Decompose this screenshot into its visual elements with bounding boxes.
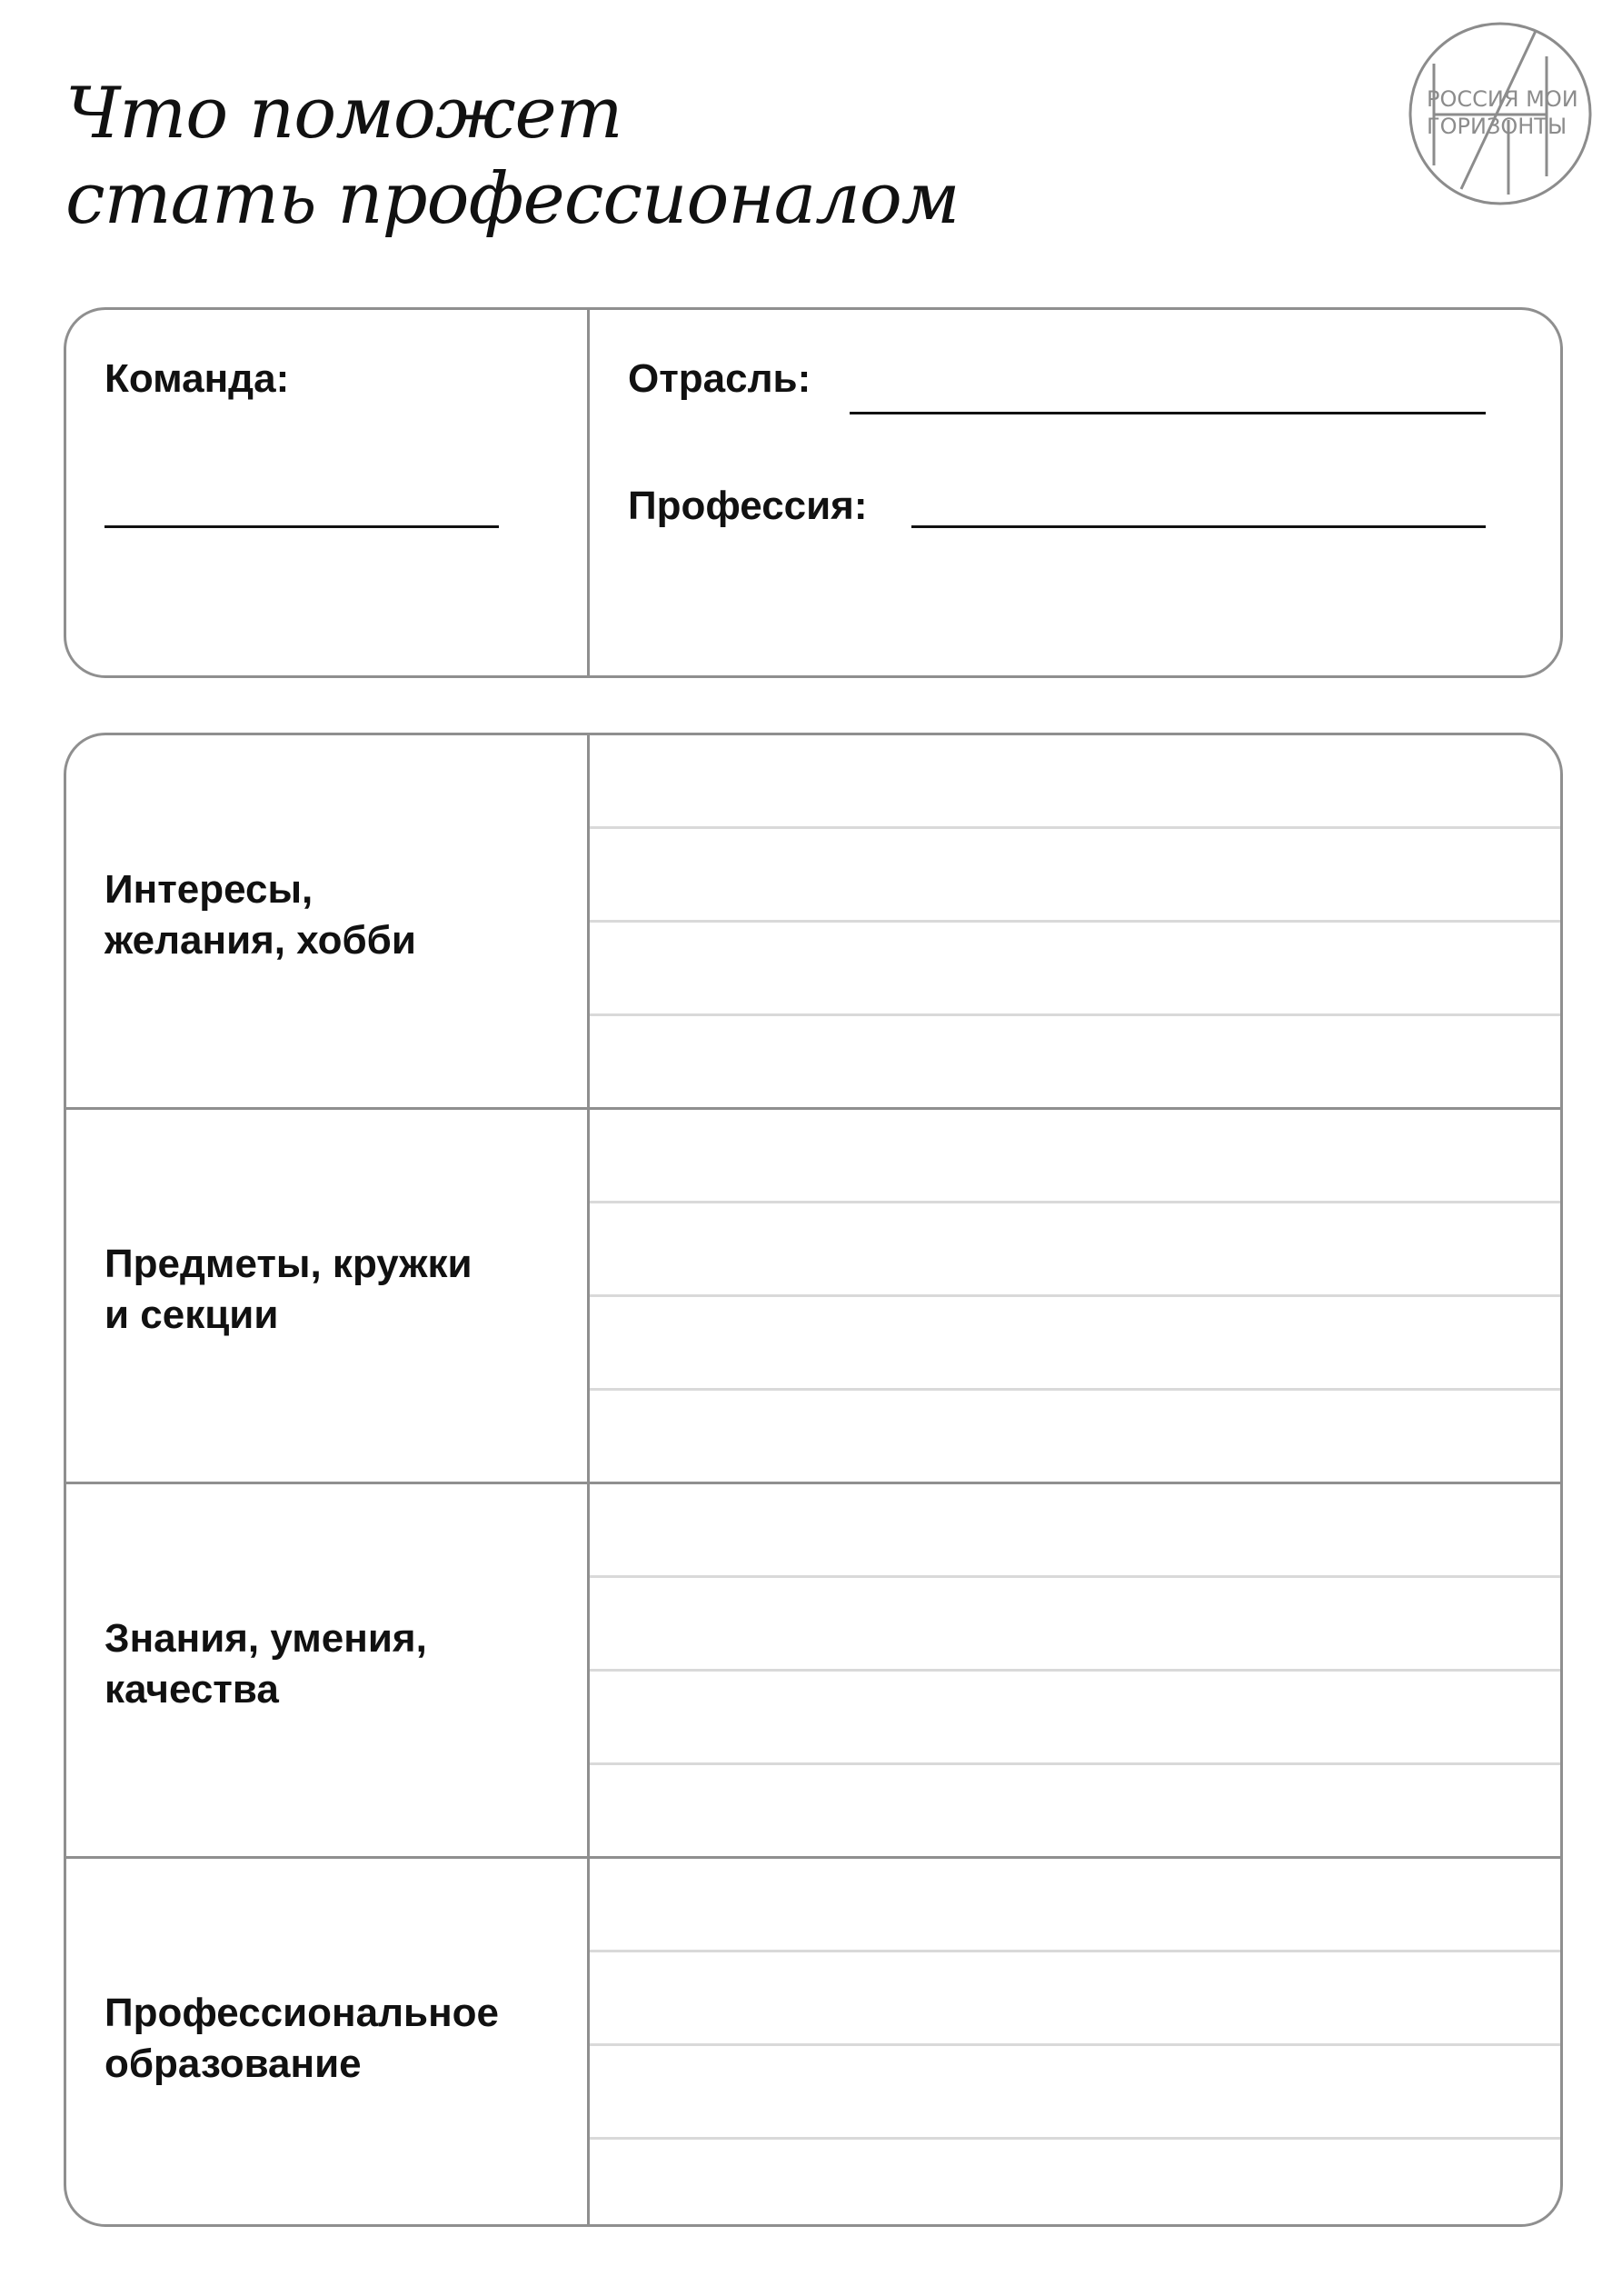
table-row [66, 1484, 1560, 1857]
writing-line[interactable] [590, 2043, 1560, 2046]
row-label-line: Интересы, [104, 867, 313, 912]
row-label-subjects [104, 1239, 559, 1341]
writing-line[interactable] [590, 1575, 1560, 1578]
row-label-line: Знания, умения, [104, 1616, 427, 1661]
industry-label: Отрасль: [628, 356, 811, 401]
writing-line[interactable] [590, 1950, 1560, 1952]
team-label: Команда: [104, 356, 290, 401]
writing-line[interactable] [590, 1762, 1560, 1765]
title-line-1: Что поможет [65, 73, 622, 155]
writing-line[interactable] [590, 826, 1560, 829]
logo [1407, 20, 1594, 207]
row-label-line: Профессиональное [104, 1991, 500, 2035]
row-label-line: Предметы, кружки [104, 1242, 473, 1286]
row-label-line: образование [104, 2041, 362, 2086]
page-title [65, 71, 959, 242]
writing-line[interactable] [590, 1388, 1560, 1391]
row-label-skills [104, 1613, 559, 1715]
row-label-line: желания, хобби [104, 918, 416, 963]
table-row [66, 735, 1560, 1108]
writing-line[interactable] [590, 1201, 1560, 1203]
team-input-line[interactable] [104, 525, 499, 528]
profession-input-line[interactable] [911, 525, 1486, 528]
writing-line[interactable] [590, 1294, 1560, 1297]
row-label-education [104, 1988, 559, 2090]
writing-line[interactable] [590, 1669, 1560, 1672]
title-line-2: стать профессионалом [65, 158, 960, 240]
table-row [66, 1859, 1560, 2227]
team-info-box [64, 307, 1563, 678]
logo-wordmark [1427, 85, 1581, 140]
industry-input-line[interactable] [850, 412, 1486, 414]
row-label-line: и секции [104, 1293, 279, 1337]
table-row [66, 1110, 1560, 1482]
profession-table [64, 733, 1563, 2227]
profession-label: Профессия: [628, 484, 868, 528]
logo-text-line-2: ГОРИЗОНТЫ [1427, 114, 1567, 139]
row-label-interests [104, 864, 559, 966]
writing-line[interactable] [590, 1013, 1560, 1016]
writing-line[interactable] [590, 2137, 1560, 2140]
row-label-line: качества [104, 1667, 279, 1712]
writing-line[interactable] [590, 920, 1560, 923]
logo-text-line-1: РОССИЯ МОИ [1427, 86, 1578, 112]
header-divider [587, 310, 590, 675]
